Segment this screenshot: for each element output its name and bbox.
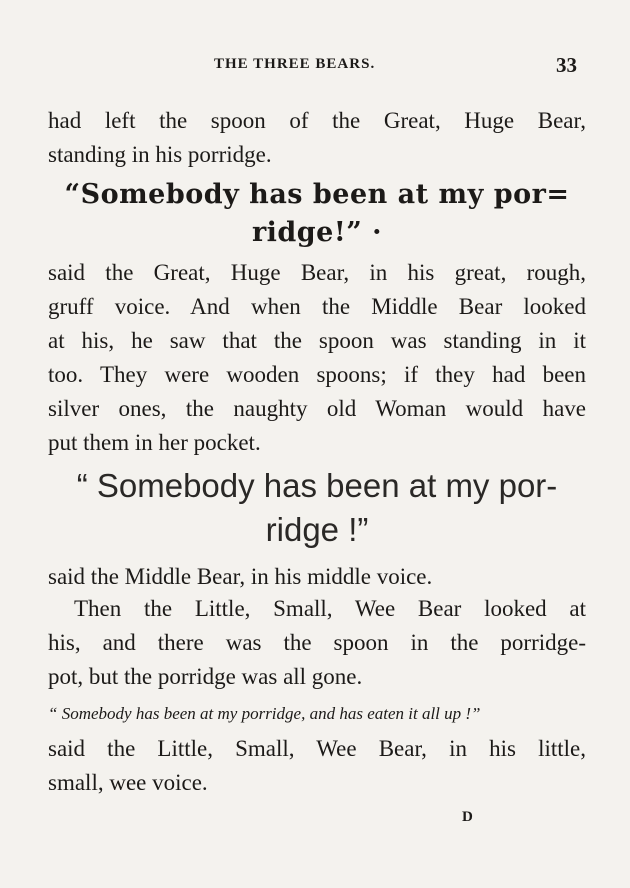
text-line: too. They were wooden spoons; if they had been bbox=[48, 362, 586, 387]
paragraph-5 bbox=[48, 732, 586, 800]
signature-mark: D bbox=[462, 809, 473, 825]
running-title: THE THREE BEARS. bbox=[214, 56, 376, 72]
page-number: 33 bbox=[556, 53, 577, 77]
text-line: Then the Little, Small, Wee Bear looked at bbox=[74, 596, 586, 621]
quote-line: “Somebody has been at my por= bbox=[64, 179, 570, 210]
text-line: gruff voice. And when the Middle Bear looked bbox=[48, 294, 586, 319]
text-line: put them in her pocket. bbox=[48, 430, 261, 455]
paragraph-4 bbox=[48, 592, 586, 694]
text-line: pot, but the porridge was all gone. bbox=[48, 664, 363, 689]
quote-line: ridge!” · bbox=[251, 217, 383, 248]
text-line: silver ones, the naughty old Woman would have bbox=[48, 396, 586, 421]
text-line: said the Great, Huge Bear, in his great, rough, bbox=[48, 260, 586, 285]
paragraph-2 bbox=[48, 256, 586, 460]
text-line: small, wee voice. bbox=[48, 770, 208, 795]
paragraph-1 bbox=[48, 104, 586, 172]
quote-middle-bear bbox=[48, 464, 586, 552]
text-line: standing in his porridge. bbox=[48, 142, 272, 167]
text-line: his, and there was the spoon in the porridge- bbox=[48, 630, 586, 655]
paragraph-3 bbox=[48, 560, 586, 594]
quote-line: “ Somebody has been at my por- bbox=[76, 467, 558, 504]
quote-great-bear bbox=[48, 176, 586, 252]
quote-line: ridge !” bbox=[265, 511, 369, 548]
text-line: said the Little, Small, Wee Bear, in his little, bbox=[48, 736, 586, 761]
text-line: at his, he saw that the spoon was standing in it bbox=[48, 328, 586, 353]
text-line: had left the spoon of the Great, Huge Bear, bbox=[48, 108, 586, 133]
quote-little-bear: “ Somebody has been at my porridge, and has eaten it all up !” bbox=[48, 704, 481, 723]
text-line: said the Middle Bear, in his middle voice. bbox=[48, 564, 433, 589]
